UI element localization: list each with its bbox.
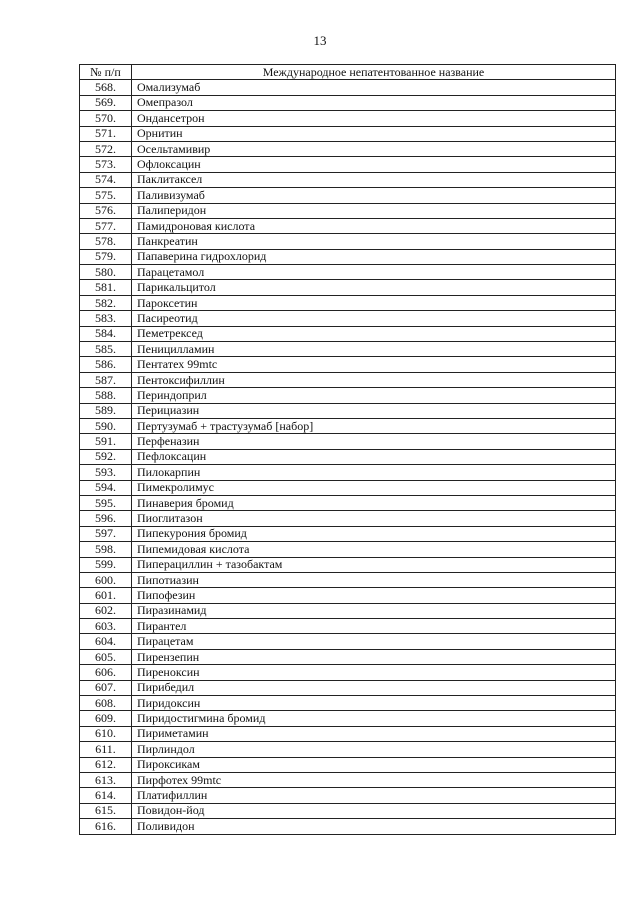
- row-number: 588.: [80, 388, 132, 403]
- drug-name: Пиреноксин: [132, 665, 616, 680]
- row-number: 604.: [80, 634, 132, 649]
- row-number: 591.: [80, 434, 132, 449]
- row-number: 572.: [80, 141, 132, 156]
- drug-name: Пароксетин: [132, 295, 616, 310]
- drug-name: Палиперидон: [132, 203, 616, 218]
- drug-name: Периндоприл: [132, 388, 616, 403]
- drug-name: Пеницилламин: [132, 342, 616, 357]
- table-row: [80, 249, 616, 264]
- drug-name: Платифиллин: [132, 788, 616, 803]
- row-number: 578.: [80, 234, 132, 249]
- table-row: [80, 619, 616, 634]
- row-number: 582.: [80, 295, 132, 310]
- table-row: [80, 803, 616, 818]
- table-row: [80, 126, 616, 141]
- drug-name: Ондансетрон: [132, 111, 616, 126]
- table-row: [80, 172, 616, 187]
- row-number: 584.: [80, 326, 132, 341]
- table-row: [80, 757, 616, 772]
- row-number: 614.: [80, 788, 132, 803]
- table-row: [80, 649, 616, 664]
- row-number: 597.: [80, 526, 132, 541]
- table-row: [80, 326, 616, 341]
- row-number: 609.: [80, 711, 132, 726]
- table-row: [80, 495, 616, 510]
- drug-name: Офлоксацин: [132, 157, 616, 172]
- row-number: 615.: [80, 803, 132, 818]
- drug-name: Парикальцитол: [132, 280, 616, 295]
- drug-name: Пертузумаб + трастузумаб [набор]: [132, 418, 616, 433]
- table-row: [80, 141, 616, 156]
- table-row: [80, 449, 616, 464]
- drug-name: Перфеназин: [132, 434, 616, 449]
- table-row: [80, 218, 616, 233]
- row-number: 610.: [80, 726, 132, 741]
- drug-name: Пиперациллин + тазобактам: [132, 557, 616, 572]
- drug-name: Паливизумаб: [132, 188, 616, 203]
- table-row: [80, 603, 616, 618]
- row-number: 587.: [80, 372, 132, 387]
- table-row: [80, 388, 616, 403]
- drug-name: Пипофезин: [132, 588, 616, 603]
- row-number: 603.: [80, 619, 132, 634]
- table-row: [80, 726, 616, 741]
- drug-name: Пиоглитазон: [132, 511, 616, 526]
- row-number: 592.: [80, 449, 132, 464]
- drug-name: Пирлиндол: [132, 742, 616, 757]
- table-row: [80, 403, 616, 418]
- drug-name: Парацетамол: [132, 265, 616, 280]
- drug-name: Пирибедил: [132, 680, 616, 695]
- table-row: [80, 526, 616, 541]
- drug-name: Паклитаксел: [132, 172, 616, 187]
- row-number: 571.: [80, 126, 132, 141]
- drug-name: Перициазин: [132, 403, 616, 418]
- table-row: [80, 80, 616, 95]
- table-row: [80, 511, 616, 526]
- drug-name: Пирантел: [132, 619, 616, 634]
- drug-name: Пипекурония бромид: [132, 526, 616, 541]
- table-row: [80, 111, 616, 126]
- row-number: 599.: [80, 557, 132, 572]
- table-row: [80, 557, 616, 572]
- drug-name: Поливидон: [132, 819, 616, 834]
- drug-name: Пирацетам: [132, 634, 616, 649]
- row-number: 570.: [80, 111, 132, 126]
- drug-name: Пентатех 99mtc: [132, 357, 616, 372]
- drug-name: Пиридостигмина бромид: [132, 711, 616, 726]
- table-row: [80, 295, 616, 310]
- row-number: 585.: [80, 342, 132, 357]
- column-header-number: № п/п: [80, 65, 132, 80]
- table-row: [80, 418, 616, 433]
- drug-name: Пипемидовая кислота: [132, 542, 616, 557]
- row-number: 611.: [80, 742, 132, 757]
- row-number: 575.: [80, 188, 132, 203]
- drug-name: Пефлоксацин: [132, 449, 616, 464]
- row-number: 581.: [80, 280, 132, 295]
- drug-name: Омализумаб: [132, 80, 616, 95]
- drug-name: Памидроновая кислота: [132, 218, 616, 233]
- table-row: [80, 265, 616, 280]
- table-row: [80, 819, 616, 834]
- row-number: 593.: [80, 465, 132, 480]
- row-number: 613.: [80, 772, 132, 787]
- row-number: 589.: [80, 403, 132, 418]
- row-number: 601.: [80, 588, 132, 603]
- row-number: 602.: [80, 603, 132, 618]
- row-number: 586.: [80, 357, 132, 372]
- table-row: [80, 742, 616, 757]
- row-number: 573.: [80, 157, 132, 172]
- page-number: 13: [313, 33, 327, 48]
- table-row: [80, 188, 616, 203]
- drug-name: Пиридоксин: [132, 696, 616, 711]
- drug-name: Пасиреотид: [132, 311, 616, 326]
- row-number: 574.: [80, 172, 132, 187]
- drug-name: Пилокарпин: [132, 465, 616, 480]
- table-header-row: [80, 65, 616, 80]
- row-number: 590.: [80, 418, 132, 433]
- table-row: [80, 157, 616, 172]
- row-number: 598.: [80, 542, 132, 557]
- drug-name: Пиразинамид: [132, 603, 616, 618]
- drug-name: Пирензепин: [132, 649, 616, 664]
- row-number: 608.: [80, 696, 132, 711]
- drug-name: Пипотиазин: [132, 572, 616, 587]
- drug-name: Панкреатин: [132, 234, 616, 249]
- column-header-name: Международное непатентованное название: [132, 65, 616, 80]
- drug-name: Пирфотех 99mtc: [132, 772, 616, 787]
- drug-name: Омепразол: [132, 95, 616, 110]
- drug-name: Повидон-йод: [132, 803, 616, 818]
- table-row: [80, 311, 616, 326]
- drug-name: Пинаверия бромид: [132, 495, 616, 510]
- row-number: 569.: [80, 95, 132, 110]
- drug-name: Пентоксифиллин: [132, 372, 616, 387]
- table-row: [80, 772, 616, 787]
- table-row: [80, 203, 616, 218]
- row-number: 612.: [80, 757, 132, 772]
- table-row: [80, 465, 616, 480]
- table-row: [80, 372, 616, 387]
- row-number: 576.: [80, 203, 132, 218]
- table-row: [80, 788, 616, 803]
- row-number: 616.: [80, 819, 132, 834]
- row-number: 579.: [80, 249, 132, 264]
- drug-name: Пириметамин: [132, 726, 616, 741]
- row-number: 594.: [80, 480, 132, 495]
- row-number: 580.: [80, 265, 132, 280]
- row-number: 583.: [80, 311, 132, 326]
- table-row: [80, 95, 616, 110]
- drug-name: Пироксикам: [132, 757, 616, 772]
- drug-name: Папаверина гидрохлорид: [132, 249, 616, 264]
- row-number: 596.: [80, 511, 132, 526]
- row-number: 605.: [80, 649, 132, 664]
- table-row: [80, 572, 616, 587]
- row-number: 607.: [80, 680, 132, 695]
- table-row: [80, 434, 616, 449]
- row-number: 595.: [80, 495, 132, 510]
- row-number: 600.: [80, 572, 132, 587]
- table-row: [80, 357, 616, 372]
- row-number: 568.: [80, 80, 132, 95]
- drug-table: [79, 64, 616, 835]
- drug-name: Пеметрексед: [132, 326, 616, 341]
- table-row: [80, 711, 616, 726]
- table-row: [80, 342, 616, 357]
- table-row: [80, 588, 616, 603]
- drug-name: Пимекролимус: [132, 480, 616, 495]
- table-row: [80, 234, 616, 249]
- row-number: 606.: [80, 665, 132, 680]
- table-row: [80, 280, 616, 295]
- table-row: [80, 634, 616, 649]
- table-row: [80, 665, 616, 680]
- table-row: [80, 542, 616, 557]
- table-row: [80, 680, 616, 695]
- drug-name: Орнитин: [132, 126, 616, 141]
- table-row: [80, 696, 616, 711]
- row-number: 577.: [80, 218, 132, 233]
- table-body: [80, 80, 616, 834]
- drug-name: Осельтамивир: [132, 141, 616, 156]
- table-row: [80, 480, 616, 495]
